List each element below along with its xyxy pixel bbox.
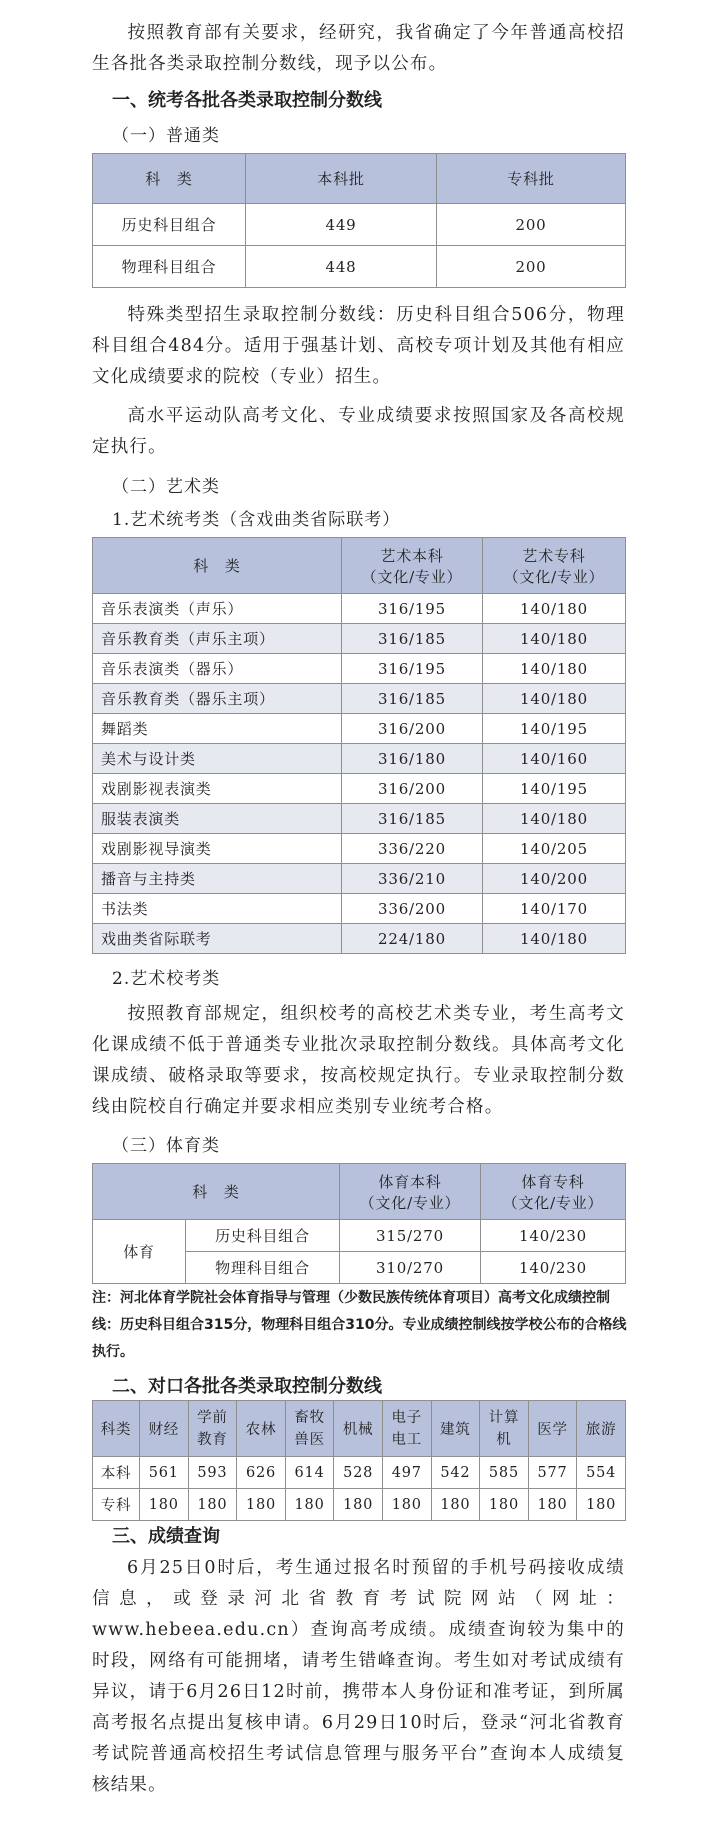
table-cell: 历史科目组合	[186, 1220, 340, 1252]
special-paragraph: 特殊类型招生录取控制分数线：历史科目组合506分，物理科目组合484分。适用于强基计划、高校专项计划及其他有相应文化成绩要求的院校（专业）招生。	[92, 305, 625, 387]
table-cell: 180	[237, 1489, 286, 1521]
table-cell: 140/200	[483, 864, 626, 894]
table-row	[93, 864, 626, 894]
table-row	[93, 744, 626, 774]
table-cell: 585	[480, 1457, 529, 1489]
table-cell: 593	[188, 1457, 237, 1489]
header-line: 艺术专科	[522, 546, 586, 565]
table-row	[93, 684, 626, 714]
table-cell: 180	[188, 1489, 237, 1521]
table-row	[93, 624, 626, 654]
table-cell: 140/230	[481, 1252, 626, 1284]
table-cell: 528	[334, 1457, 383, 1489]
table-cell: 316/180	[342, 744, 483, 774]
table-row	[93, 1489, 626, 1521]
section1-title: 一、统考各批各类录取控制分数线	[112, 90, 382, 111]
col-header: 机械	[334, 1401, 383, 1457]
table-cell: 448	[246, 246, 437, 288]
table-cell: 本科	[93, 1457, 140, 1489]
col-header: 建筑	[431, 1401, 480, 1457]
table-cell: 180	[285, 1489, 334, 1521]
header-line: （文化/专业）	[503, 567, 605, 586]
header-line: 体育本科	[378, 1172, 442, 1191]
sports-note: 注：河北体育学院社会体育指导与管理（少数民族传统体育项目）高考文化成绩控制线：历史科目组合315分，物理科目组合310分。专业成绩控制线按学校公布的合格线执行。	[92, 1290, 627, 1360]
col-header: 旅游	[577, 1401, 626, 1457]
table-row	[93, 834, 626, 864]
table-cell: 140/180	[483, 924, 626, 954]
table-cell: 戏剧影视表演类	[93, 774, 342, 804]
table-cell: 200	[437, 204, 626, 246]
table-row	[93, 774, 626, 804]
table-cell: 180	[140, 1489, 189, 1521]
table-cell: 316/200	[342, 774, 483, 804]
table-header-row	[93, 1401, 626, 1457]
table-cell: 180	[528, 1489, 577, 1521]
col-header: 计算 机	[480, 1401, 529, 1457]
col-header: 科类	[93, 1401, 140, 1457]
table-cell: 美术与设计类	[93, 744, 342, 774]
col-header: 科 类	[93, 538, 342, 594]
table-cell: 449	[246, 204, 437, 246]
header-line: （文化/专业）	[361, 567, 463, 586]
table-header-row	[93, 538, 626, 594]
table-cell: 播音与主持类	[93, 864, 342, 894]
col-header: 医学	[528, 1401, 577, 1457]
table-cell: 316/200	[342, 714, 483, 744]
table-cell: 舞蹈类	[93, 714, 342, 744]
table-cell: 315/270	[340, 1220, 481, 1252]
table-cell: 180	[334, 1489, 383, 1521]
table-cell: 200	[437, 246, 626, 288]
sports-table	[92, 1163, 626, 1284]
table-cell: 专科	[93, 1489, 140, 1521]
header-line: 体育专科	[521, 1172, 585, 1191]
col-header: 科 类	[93, 154, 246, 204]
vocational-table	[92, 1400, 626, 1521]
table-row	[93, 894, 626, 924]
general-table	[92, 153, 626, 288]
table-cell: 180	[480, 1489, 529, 1521]
table-header-row	[93, 1164, 626, 1220]
sports-team-paragraph: 高水平运动队高考文化、专业成绩要求按照国家及各高校规定执行。	[92, 406, 625, 457]
table-cell: 140/170	[483, 894, 626, 924]
table-cell: 服装表演类	[93, 804, 342, 834]
col-header: 科 类	[93, 1164, 340, 1220]
table-cell: 224/180	[342, 924, 483, 954]
table-cell: 140/195	[483, 714, 626, 744]
table-row	[93, 1220, 626, 1252]
table-cell: 音乐教育类（声乐主项）	[93, 624, 342, 654]
table-row	[93, 204, 626, 246]
table-row	[93, 246, 626, 288]
table-cell: 物理科目组合	[186, 1252, 340, 1284]
col-header: 财经	[140, 1401, 189, 1457]
table-cell: 542	[431, 1457, 480, 1489]
header-line: （文化/专业）	[359, 1193, 461, 1212]
table-cell: 物理科目组合	[93, 246, 246, 288]
table-cell: 626	[237, 1457, 286, 1489]
table-cell: 554	[577, 1457, 626, 1489]
table-cell: 180	[577, 1489, 626, 1521]
header-line: （文化/专业）	[502, 1193, 604, 1212]
section2-title: 二、对口各批各类录取控制分数线	[112, 1376, 382, 1397]
table-cell: 561	[140, 1457, 189, 1489]
intro-paragraph: 按照教育部有关要求，经研究，我省确定了今年普通高校招生各批各类录取控制分数线，现予以公布。	[92, 23, 625, 74]
table-row	[93, 1457, 626, 1489]
table-cell: 316/195	[342, 594, 483, 624]
col-header: 本科批	[246, 154, 437, 204]
table-cell: 140/180	[483, 654, 626, 684]
col-header	[340, 1164, 481, 1220]
table-cell: 音乐教育类（器乐主项）	[93, 684, 342, 714]
table-row	[93, 804, 626, 834]
table-cell: 497	[382, 1457, 431, 1489]
table-row	[93, 714, 626, 744]
col-header: 学前 教育	[188, 1401, 237, 1457]
table-cell: 音乐表演类（声乐）	[93, 594, 342, 624]
table-row	[93, 654, 626, 684]
table-cell: 140/160	[483, 744, 626, 774]
section3-title: 三、成绩查询	[112, 1526, 220, 1547]
col-header: 电子 电工	[382, 1401, 431, 1457]
table-cell: 140/205	[483, 834, 626, 864]
table-cell: 历史科目组合	[93, 204, 246, 246]
table-cell: 书法类	[93, 894, 342, 924]
table-cell: 140/180	[483, 804, 626, 834]
section1-sub3-title: （三）体育类	[112, 1136, 220, 1156]
table-cell: 戏剧影视导演类	[93, 834, 342, 864]
header-line: 艺术本科	[380, 546, 444, 565]
table-cell: 140/180	[483, 624, 626, 654]
table-cell: 140/195	[483, 774, 626, 804]
table-cell: 180	[431, 1489, 480, 1521]
table-cell: 316/185	[342, 624, 483, 654]
table-cell: 336/220	[342, 834, 483, 864]
table-cell: 336/210	[342, 864, 483, 894]
col-header: 专科批	[437, 154, 626, 204]
col-header	[481, 1164, 626, 1220]
group-cell: 体育	[93, 1220, 186, 1284]
col-header	[342, 538, 483, 594]
art2-title: 2.艺术校考类	[112, 969, 221, 989]
col-header: 农林	[237, 1401, 286, 1457]
table-cell: 614	[285, 1457, 334, 1489]
col-header: 畜牧 兽医	[285, 1401, 334, 1457]
table-cell: 310/270	[340, 1252, 481, 1284]
art2-paragraph: 按照教育部规定，组织校考的高校艺术类专业，考生高考文化课成绩不低于普通类专业批次录取控制分数线。具体高考文化课成绩、破格录取等要求，按高校规定执行。专业录取控制分数线由院校自行确定并要求相应类别专业统考合格。	[92, 1004, 625, 1117]
table-cell: 音乐表演类（器乐）	[93, 654, 342, 684]
section1-sub2-title: （二）艺术类	[112, 477, 220, 497]
table-cell: 316/195	[342, 654, 483, 684]
table-cell: 336/200	[342, 894, 483, 924]
table-cell: 180	[382, 1489, 431, 1521]
table-cell: 316/185	[342, 684, 483, 714]
table-cell: 140/230	[481, 1220, 626, 1252]
col-header	[483, 538, 626, 594]
art1-title: 1.艺术统考类（含戏曲类省际联考）	[112, 510, 401, 530]
table-row	[93, 594, 626, 624]
table-cell: 140/180	[483, 684, 626, 714]
table-cell: 戏曲类省际联考	[93, 924, 342, 954]
art-table	[92, 537, 626, 954]
table-row	[93, 924, 626, 954]
section1-sub1-title: （一）普通类	[112, 126, 220, 146]
table-header-row	[93, 154, 626, 204]
section3-paragraph: 6月25日0时后，考生通过报名时预留的手机号码接收成绩信息，或登录河北省教育考试院网站（网址：www.hebeea.edu.cn）查询高考成绩。成绩查询较为集中的时段，网络有可能拥堵，请考生错峰查询。考生如对考试成绩有异议，请于6月26日12时前，携带本人身份证和准考证，到所属高考报名点提出复核申请。6月29日10时后，登录“河北省教育考试院普通高校招生考试信息管理与服务平台”查询本人成绩复核结果。	[92, 1558, 625, 1795]
table-cell: 316/185	[342, 804, 483, 834]
table-cell: 577	[528, 1457, 577, 1489]
table-cell: 140/180	[483, 594, 626, 624]
